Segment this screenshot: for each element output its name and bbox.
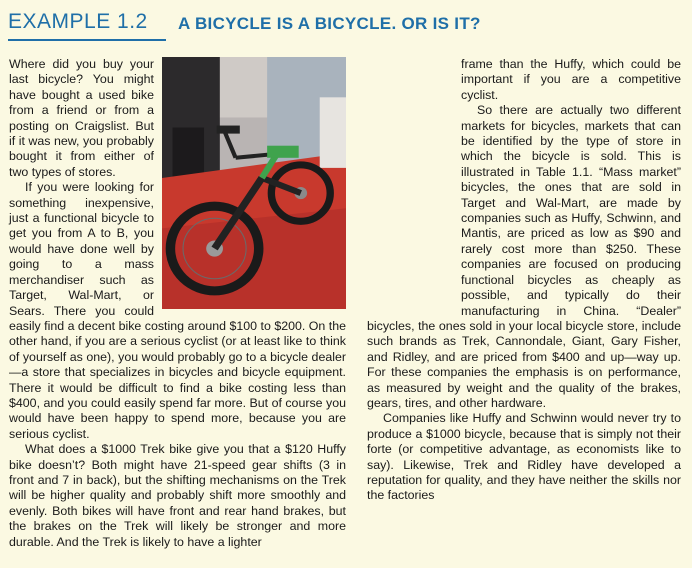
example-title: A BICYCLE IS A BICYCLE. OR IS IT? bbox=[178, 14, 481, 33]
paragraph-4: frame than the Huffy, which could be important if you are a competitive cyclist. bbox=[461, 57, 681, 102]
bicycle-photo-icon bbox=[162, 57, 346, 309]
paragraph-1: Where did you buy your last bicycle? You might have bought a used bike from a friend or from a posting on Craigslist. But if it was new, you probably bought it from either of two types of stores. bbox=[9, 57, 154, 179]
photo-gap bbox=[367, 57, 455, 309]
example-underline bbox=[8, 39, 166, 41]
example-header bbox=[8, 8, 684, 44]
left-column bbox=[9, 57, 346, 550]
paragraph-3: What does a $1000 Trek bike give you that a $120 Huffy bike doesn’t? Both might have 21-speed gear shifts (3 in front and 7 in back), but the shifting mechanisms on the Trek will be higher quality and probably shift more smoothly and evenly. Both bikes will have front and rear hand brakes, but the brakes on the Trek will likely be stronger and more durable. And the Trek is likely to have a lighter bbox=[9, 442, 346, 549]
paragraph-5: So there are actually two different markets for bicycles, markets that can be identified by the type of store in which the bicycle is sold. This is illustrated in Table 1.1. “Mass market” bicycles, the ones that are sold in Target and Wal-Mart, are made by companies such as Huffy, Schwinn, and Mantis, are priced as low as $90 and rarely cost more than $250. These companies are focused on producing functional bicycles as cheaply as possible, and typically do their manufacturing in China. “Dealer” bicycles, the ones sold in your local bicycle store, include such brands as Trek, Cannondale, Giant, Gary Fisher, and Ridley, and are priced from $400 and up—way up. For these companies the emphasis is on performance, as measured by weight and the quality of the brakes, gears, tires, and other hardware. bbox=[367, 103, 681, 410]
paragraph-6: Companies like Huffy and Schwinn would never try to produce a $1000 bicycle, because that is simply not their forte (or competitive advantage, as economists like to say). Likewise, Trek and Ridley have developed a reputation for quality, and they have neither the skills nor the factories bbox=[367, 411, 681, 503]
paragraph-2: If you were looking for something inexpensive, just a functional bicycle to get you from A to B, you would have done well by going to a mass merchandiser such as Target, Wal-Mart, or Sears. There you could easily find a decent bike costing around $100 to $200. On the other hand, if you are a serious cyclist (or at least like to think of yourself as one), you would probably go to a bicycle dealer—a store that specializes in bicycles and bicycle equipment. There it would be difficult to find a bike costing less than $400, and you could easily spend far more. But of course you would have been happy to spend more, because you are serious cyclist. bbox=[9, 180, 346, 441]
example-label: EXAMPLE 1.2 bbox=[8, 10, 148, 33]
right-column bbox=[367, 57, 681, 504]
